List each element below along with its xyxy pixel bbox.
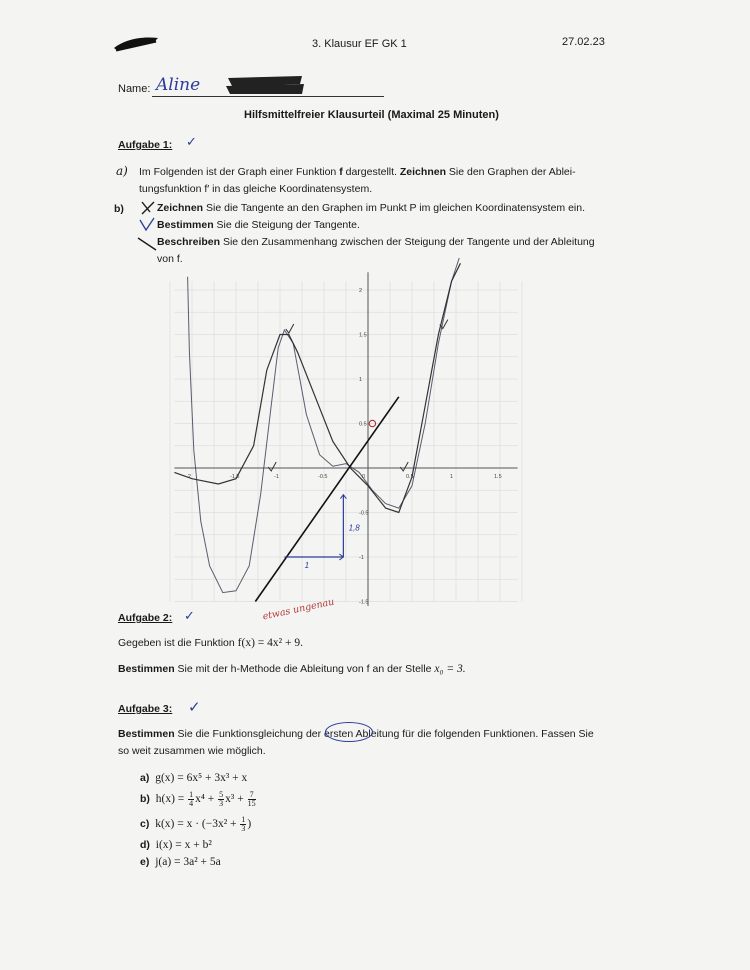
x-tick-label: -1.5 xyxy=(230,474,240,480)
name-handwritten: Aline xyxy=(156,75,201,95)
y-tick-label: 2 xyxy=(359,288,363,294)
x-tick-label: 1 xyxy=(450,474,454,480)
name-label: Name: xyxy=(118,83,151,95)
item-e: e) j(a) = 3a² + 5a xyxy=(140,856,221,868)
handwritten-marks xyxy=(128,198,158,252)
item-b: b) h(x) = $\frac{1}{4}$ x⁴ + $\frac{5}{3}$ x³ + $\frac{7}{15}$ xyxy=(140,790,256,808)
y-tick-label: -1.5 xyxy=(359,599,369,606)
y-tick-label: 0.5 xyxy=(359,421,367,428)
check-mark-icon xyxy=(400,462,408,471)
aufgabe1-b-ii: Bestimmen Sie die Steigung der Tangente. xyxy=(157,219,360,231)
teacher-note: etwas ungenau xyxy=(261,596,336,623)
x-tick-label: -1 xyxy=(274,474,279,480)
aufgabe3-line2: so weit zusammen wie möglich. xyxy=(118,745,266,757)
exam-date: 27.02.23 xyxy=(562,36,605,48)
x-tick-label: 0.5 xyxy=(406,474,414,480)
check-mark-icon xyxy=(268,462,276,471)
redaction-surname xyxy=(222,72,306,98)
y-tick-label: 1.5 xyxy=(359,332,367,339)
aufgabe2-line2: Bestimmen Sie mit der h-Methode die Ableitung von f an der Stelle x₀ = 3. xyxy=(118,663,466,675)
x-tick-label: -2 xyxy=(186,474,191,480)
x-tick-label: -0.5 xyxy=(318,474,328,480)
aufgabe1-b-i: Zeichnen Sie die Tangente an den Graphen im Punkt P im gleichen Koordinatensystem ein. xyxy=(157,202,586,214)
aufgabe1-b-iii: Beschreiben Sie den Zusammenhang zwischen der Steigung der Tangente und der Ableitung xyxy=(157,236,595,248)
x-tick-label: 1.5 xyxy=(494,474,502,480)
aufgabe1-b-iii-line2: von f. xyxy=(157,253,183,265)
check-mark-icon xyxy=(286,324,294,333)
y-tick-label: -0.5 xyxy=(359,510,369,517)
aufgabe3-heading: Aufgabe 3: xyxy=(118,703,173,715)
circled-word-mark xyxy=(325,722,373,742)
aufgabe1-a-line2: tungsfunktion f′ in das gleiche Koordinatensystem. xyxy=(139,183,373,195)
item-c: c) k(x) = x · (−3x² + $\frac{1}{3}$ ) xyxy=(140,815,252,833)
check-icon: ✓ xyxy=(184,608,195,623)
exam-title: 3. Klausur EF GK 1 xyxy=(312,38,407,50)
aufgabe1-heading: Aufgabe 1: xyxy=(118,139,173,151)
crossed-label-icon: a) xyxy=(116,164,128,178)
exam-subtitle: Hilfsmittelfreier Klausurteil (Maximal 25 Minuten) xyxy=(244,109,499,121)
check-icon: ✓ xyxy=(188,699,201,716)
check-icon: ✓ xyxy=(186,134,197,149)
aufgabe2-heading: Aufgabe 2: xyxy=(118,612,173,624)
redaction-scribble xyxy=(110,32,162,54)
aufgabe3-line1: Bestimmen Sie die Funktionsgleichung der ersten Ableitung für die folgenden Funktionen. Fassen Sie xyxy=(118,728,594,740)
slope-rise-label: 1,8 xyxy=(348,523,360,533)
y-tick-label: 1 xyxy=(359,377,363,383)
y-tick-label: -1 xyxy=(359,555,364,561)
aufgabe1-b-label: b) xyxy=(114,203,124,215)
slope-run-label: 1 xyxy=(304,561,310,570)
aufgabe2-line1: Gegeben ist die Funktion f(x) = 4x² + 9. xyxy=(118,637,303,649)
aufgabe1-a-line1: Im Folgenden ist der Graph einer Funktion f dargestellt. Zeichnen Sie den Graphen der Ablei- xyxy=(139,166,576,178)
item-a: a) g(x) = 6x⁵ + 3x³ + x xyxy=(140,772,248,784)
x-tick-label: 0 xyxy=(362,474,366,480)
function-graph xyxy=(155,258,527,628)
item-d: d) i(x) = x + b² xyxy=(140,839,212,851)
